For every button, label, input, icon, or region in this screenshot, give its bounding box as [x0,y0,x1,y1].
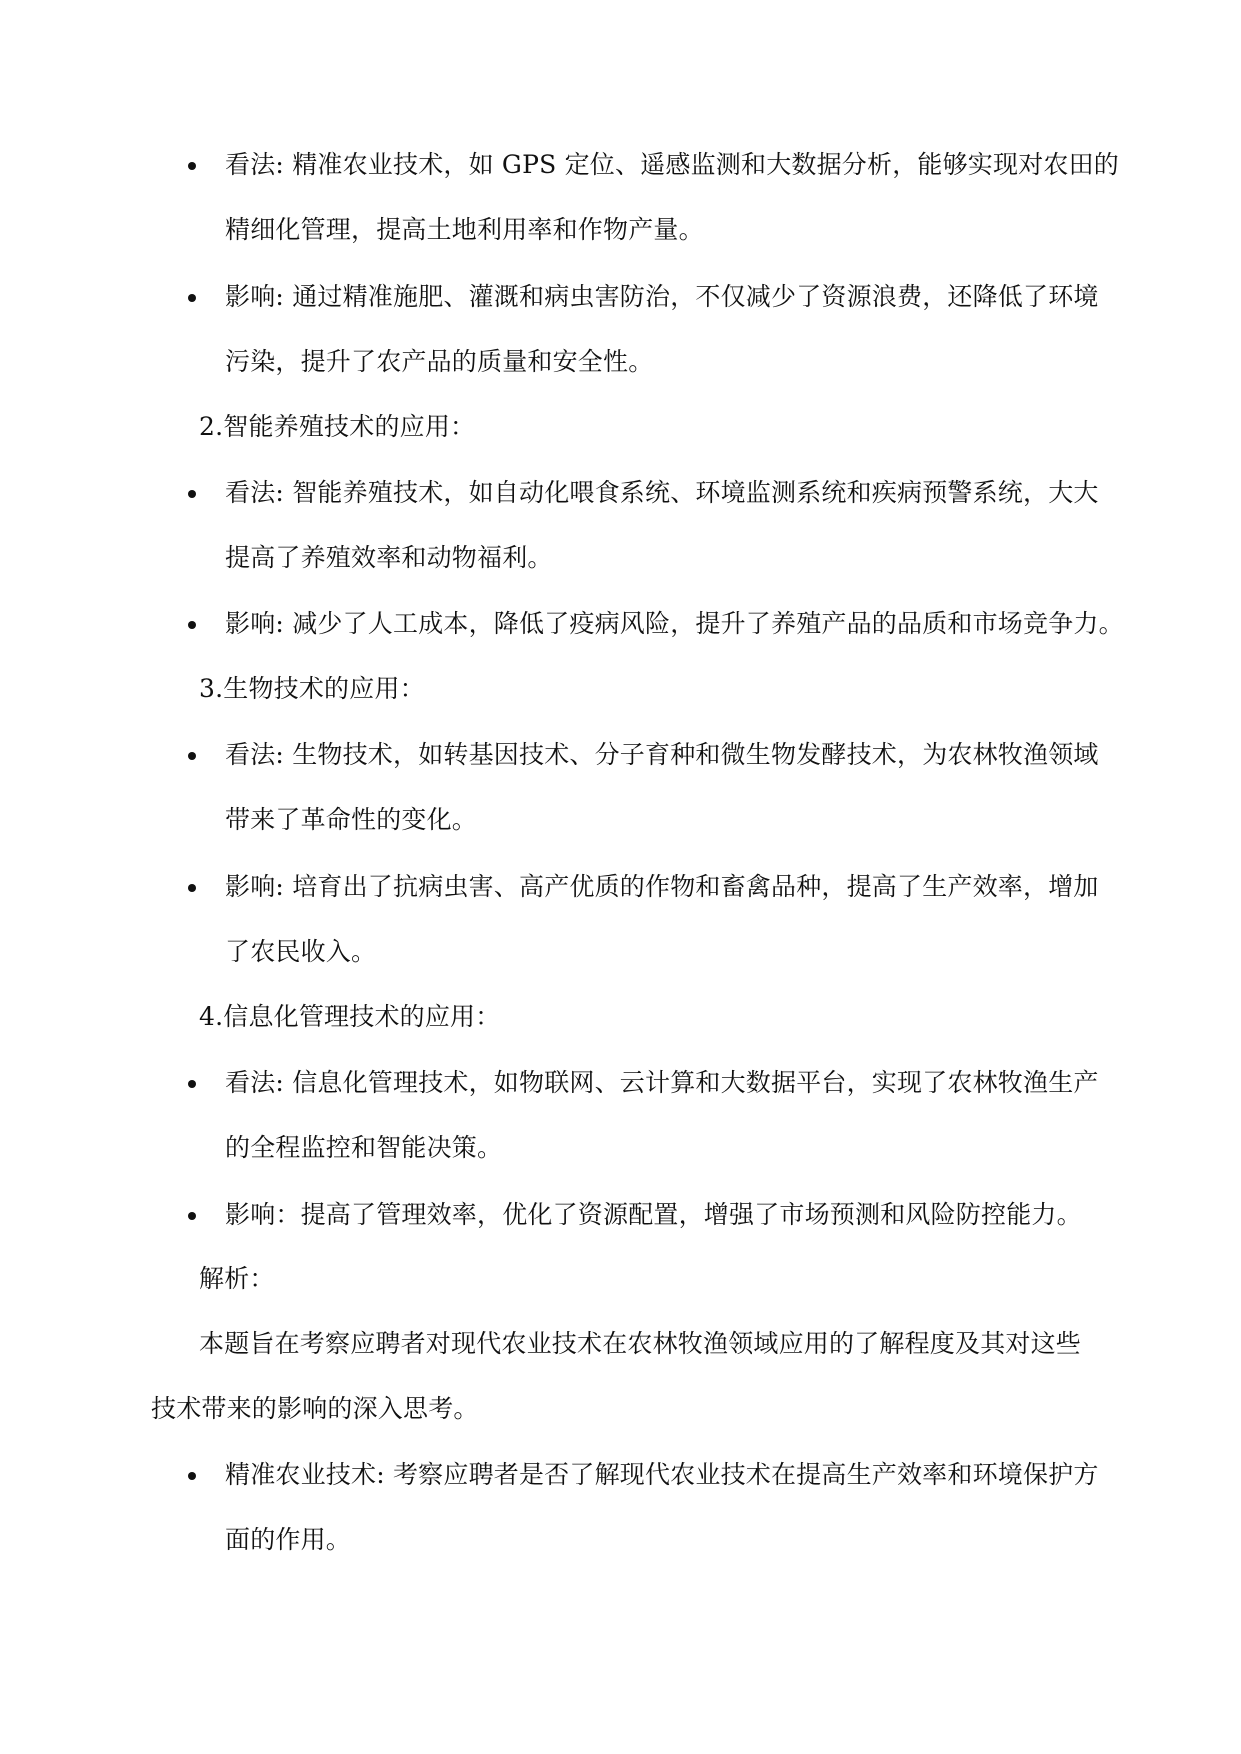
section-heading-info-mgmt: 4.信息化管理技术的应用： [199,1002,501,1031]
biotech-impact-line-1: 影响: 培育出了抗病虫害、高产优质的作物和畜禽品种，提高了生产效率，增加 [225,872,1099,901]
analysis-paragraph-line-1: 本题旨在考察应聘者对现代农业技术在农林牧渔领域应用的了解程度及其对这些 [199,1329,1082,1358]
precision-view-line-2: 精细化管理，提高土地利用率和作物产量。 [225,215,704,244]
bullet-icon [188,621,196,629]
biotech-impact-line-2: 了农民收入。 [225,937,377,966]
analysis-item-line-2: 面的作用。 [225,1525,352,1554]
bullet-icon [188,1080,196,1088]
bullet-icon [188,294,196,302]
section-heading-biotech: 3.生物技术的应用： [199,674,425,703]
smart-breeding-impact-line-1: 影响: 减少了人工成本，降低了疫病风险，提升了养殖产品的品质和市场竞争力。 [225,609,1124,638]
section-heading-smart-breeding: 2.智能养殖技术的应用： [199,412,476,441]
smart-breeding-view-line-2: 提高了养殖效率和动物福利。 [225,543,553,572]
biotech-view-line-2: 带来了革命性的变化。 [225,805,478,834]
bullet-icon [188,162,196,170]
biotech-view-line-1: 看法: 生物技术，如转基因技术、分子育种和微生物发酵技术，为农林牧渔领域 [225,740,1099,769]
precision-impact-line-1: 影响: 通过精准施肥、灌溉和病虫害防治，不仅减少了资源浪费，还降低了环境 [225,282,1099,311]
bullet-icon [188,884,196,892]
bullet-icon [188,752,196,760]
precision-view-line-1: 看法: 精准农业技术，如 GPS 定位、遥感监测和大数据分析，能够实现对农田的 [225,150,1120,179]
analysis-item-line-1: 精准农业技术: 考察应聘者是否了解现代农业技术在提高生产效率和环境保护方 [225,1460,1099,1489]
info-mgmt-view-line-2: 的全程监控和智能决策。 [225,1133,503,1162]
info-mgmt-view-line-1: 看法: 信息化管理技术，如物联网、云计算和大数据平台，实现了农林牧渔生产 [225,1068,1099,1097]
precision-impact-line-2: 污染，提升了农产品的质量和安全性。 [225,347,654,376]
bullet-icon [188,1472,196,1480]
bullet-icon [188,1212,196,1220]
analysis-heading: 解析： [199,1264,275,1293]
bullet-icon [188,490,196,498]
smart-breeding-view-line-1: 看法: 智能养殖技术，如自动化喂食系统、环境监测系统和疾病预警系统，大大 [225,478,1099,507]
analysis-paragraph-line-2: 技术带来的影响的深入思考。 [151,1394,479,1423]
info-mgmt-impact-line-1: 影响：提高了管理效率，优化了资源配置，增强了市场预测和风险防控能力。 [225,1200,1082,1229]
